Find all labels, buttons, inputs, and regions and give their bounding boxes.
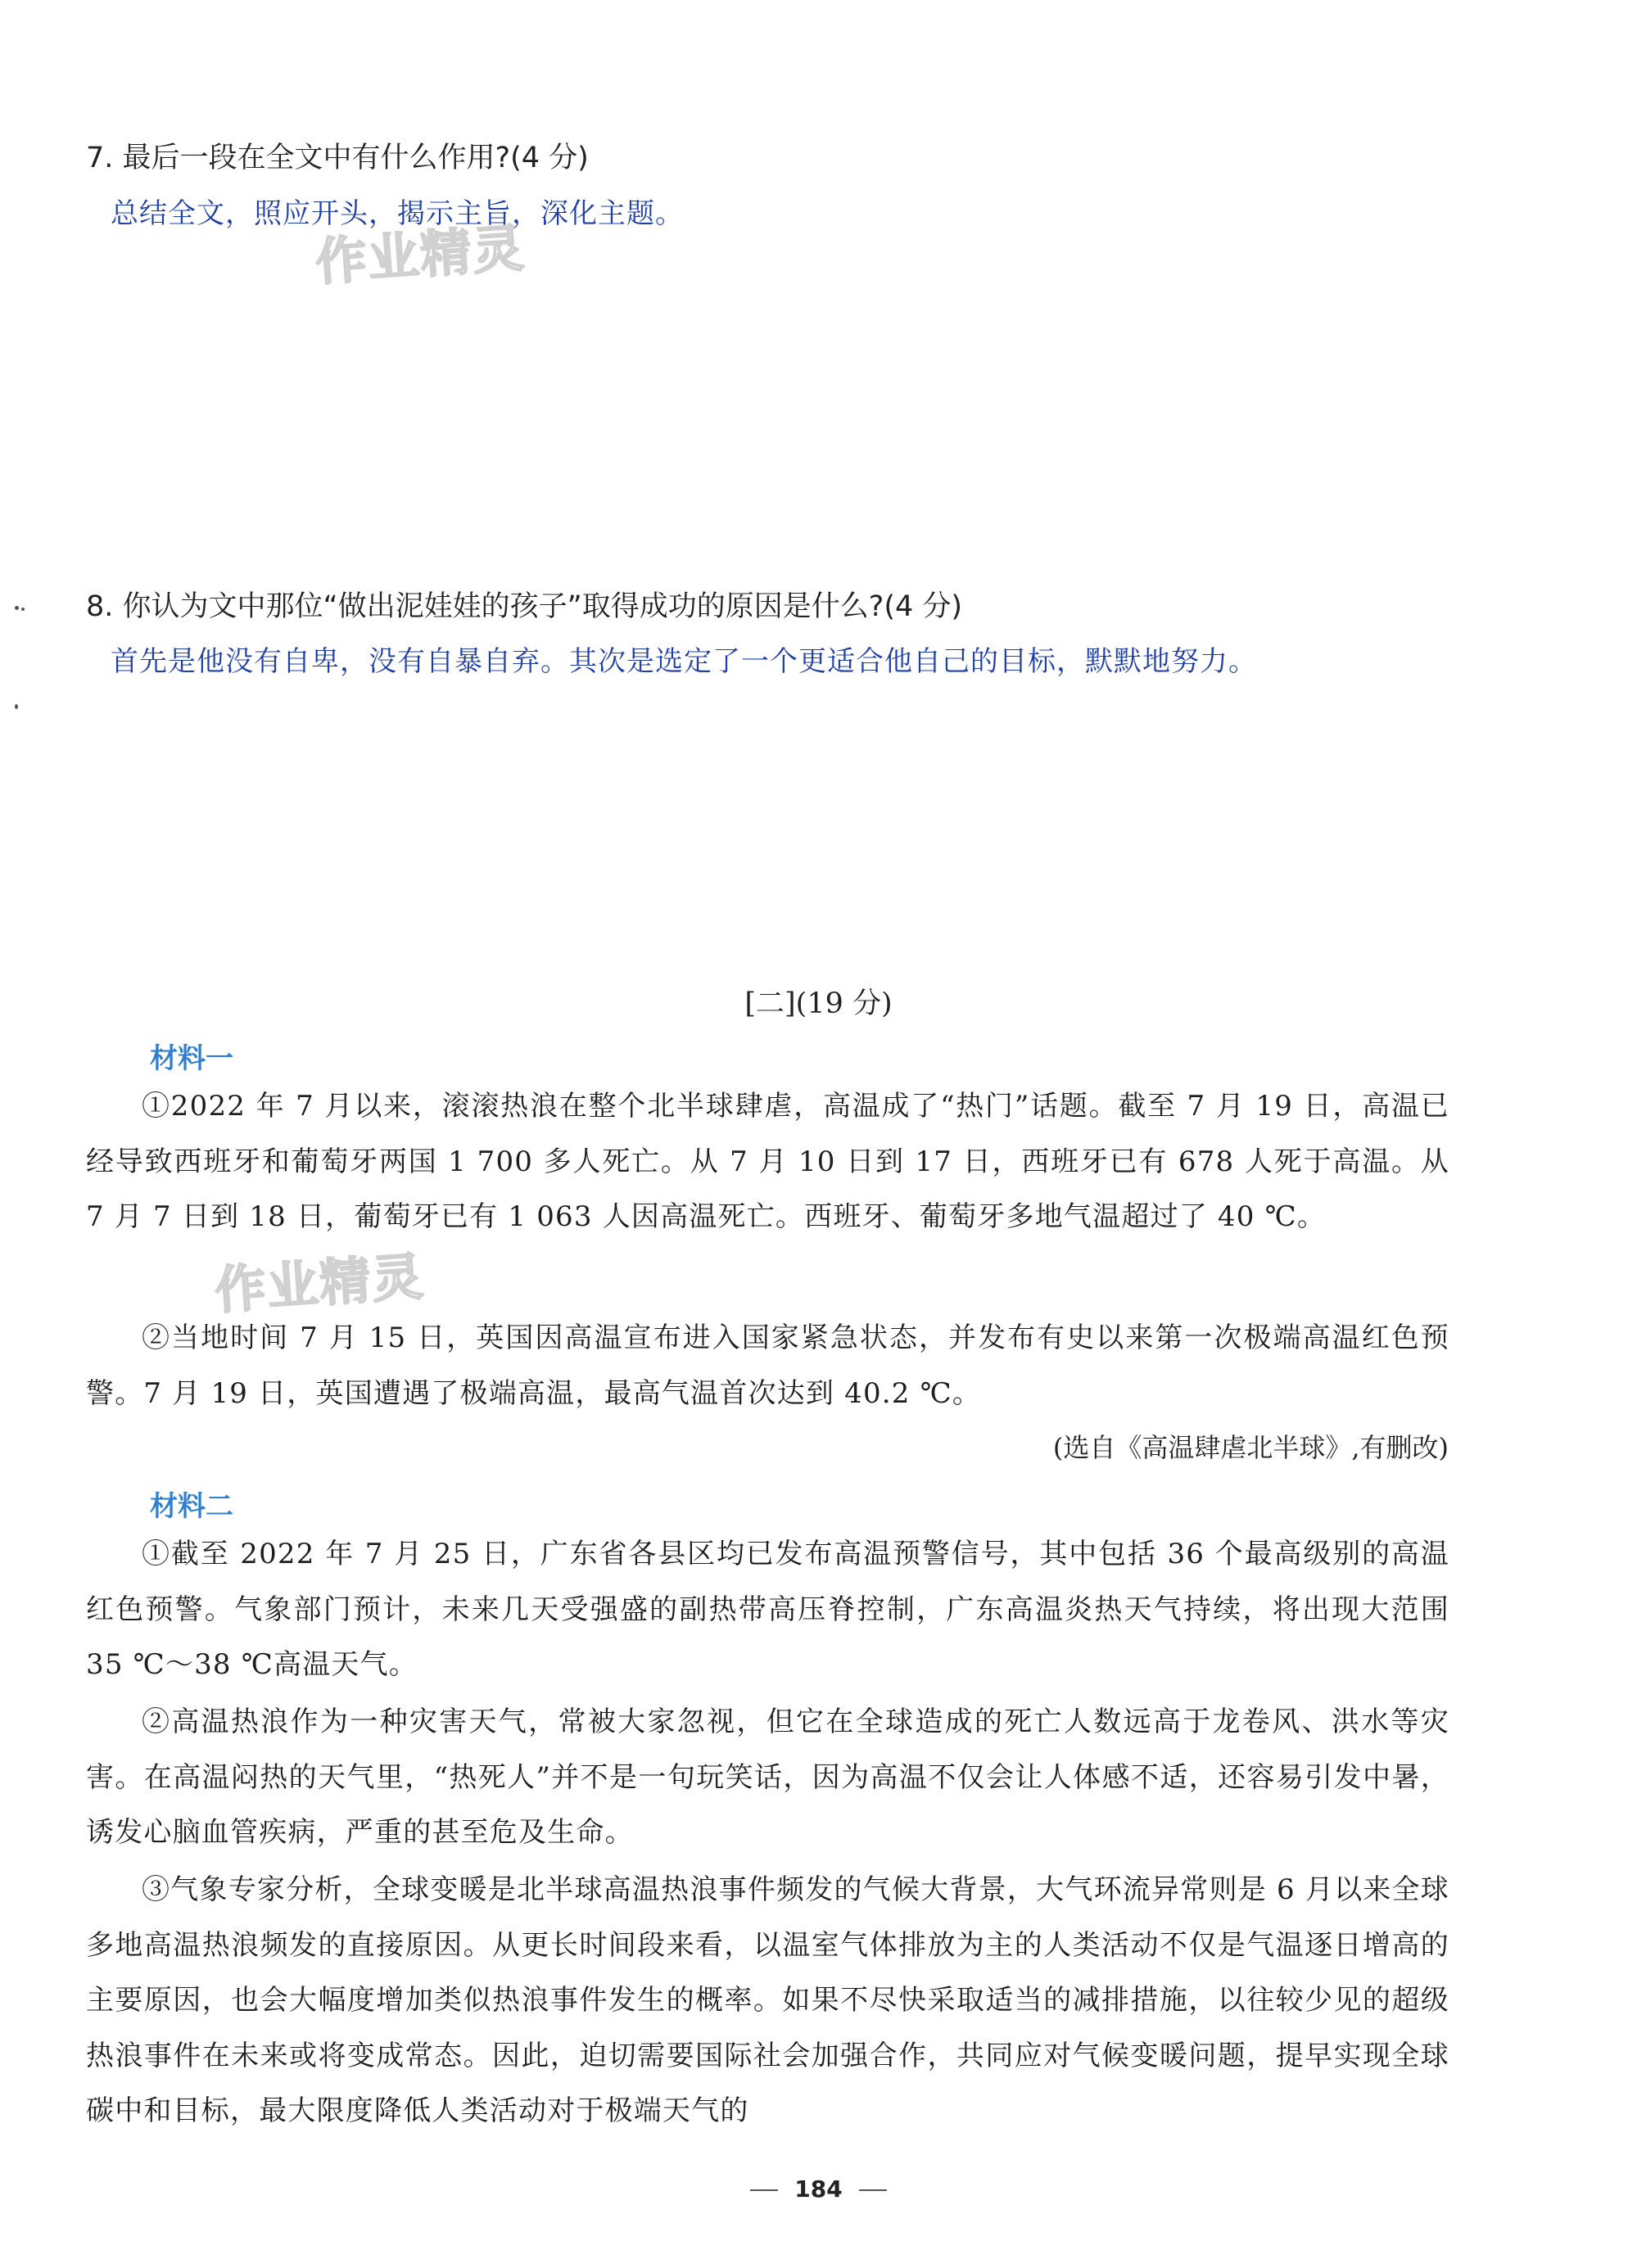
page-number-value: 184 [794, 2175, 843, 2202]
page-number-dash-left [750, 2189, 778, 2191]
material-1-source: (选自《高温肆虐北半球》,有删改) [1052, 1432, 1449, 1463]
page-number-dash-right [859, 2189, 887, 2191]
material-2-paragraph-3: ③气象专家分析，全球变暖是北半球高温热浪事件频发的气候大背景，大气环流异常则是 6 月以来全球多地高温热浪频发的直接原因。从更长时间段来看，以温室气体排放为主的人类活动不仅是气温逐日增高的主要原因，也会大幅度增加类似热浪事件发生的概率。如果不尽快采取适当的减排措施，以往较少见的超级热浪事件在未来或将变成常态。因此，迫切需要国际社会加强合作，共同应对气候变暖问题，提早实现全球碳中和目标，最大限度降低人类活动对于极端天气的 [86, 1873, 1449, 2127]
scan-mark [21, 608, 25, 611]
scan-mark [15, 606, 19, 610]
material-2-label: 材料二 [150, 1490, 233, 1523]
question-8-prompt: 8. 你认为文中那位“做出泥娃娃的孩子”取得成功的原因是什么?(4 分) [86, 590, 963, 623]
question-7-answer: 总结全文，照应开头，揭示主旨，深化主题。 [111, 197, 684, 230]
material-1-paragraph-2: ②当地时间 7 月 15 日，英国因高温宣布进入国家紧急状态，并发布有史以来第一次极端高温红色预警。7 月 19 日，英国遭遇了极端高温，最高气温首次达到 40.2 ℃。 [86, 1321, 1449, 1410]
material-1-label: 材料一 [150, 1042, 233, 1075]
section-title: [二](19 分) [744, 987, 893, 1020]
scan-mark [15, 704, 18, 709]
page-number [0, 2175, 1637, 2202]
question-7-prompt: 7. 最后一段在全文中有什么作用?(4 分) [86, 142, 589, 174]
material-2-paragraph-2: ②高温热浪作为一种灾害天气，常被大家忽视，但它在全球造成的死亡人数远高于龙卷风、洪水等灾害。在高温闷热的天气里，“热死人”并不是一句玩笑话，因为高温不仅会让人体感不适，还容易引发中暑，诱发心脑血管疾病，严重的甚至危及生命。 [86, 1706, 1449, 1849]
material-1-paragraph-1: ①2022 年 7 月以来，滚滚热浪在整个北半球肆虐，高温成了“热门”话题。截至 7 月 19 日，高温已经导致西班牙和葡萄牙两国 1 700 多人死亡。从 7 月 10 日到 17 日，西班牙已有 678 人死于高温。从 7 月 7 日到 18 日，葡萄牙已有 1 063 人因高温死亡。西班牙、葡萄牙多地气温超过了 40 ℃。 [86, 1090, 1449, 1233]
question-8-answer: 首先是他没有自卑，没有自暴自弃。其次是选定了一个更适合他自己的目标，默默地努力。 [111, 645, 1257, 678]
watermark-2: 作业精灵 [213, 1246, 427, 1321]
watermark-1: 作业精灵 [314, 218, 527, 292]
material-2-paragraph-1: ①截至 2022 年 7 月 25 日，广东省各县区均已发布高温预警信号，其中包括 36 个最高级别的高温红色预警。气象部门预计，未来几天受强盛的副热带高压脊控制，广东高温炎热天气持续，将出现大范围 35 ℃～38 ℃高温天气。 [86, 1538, 1449, 1681]
